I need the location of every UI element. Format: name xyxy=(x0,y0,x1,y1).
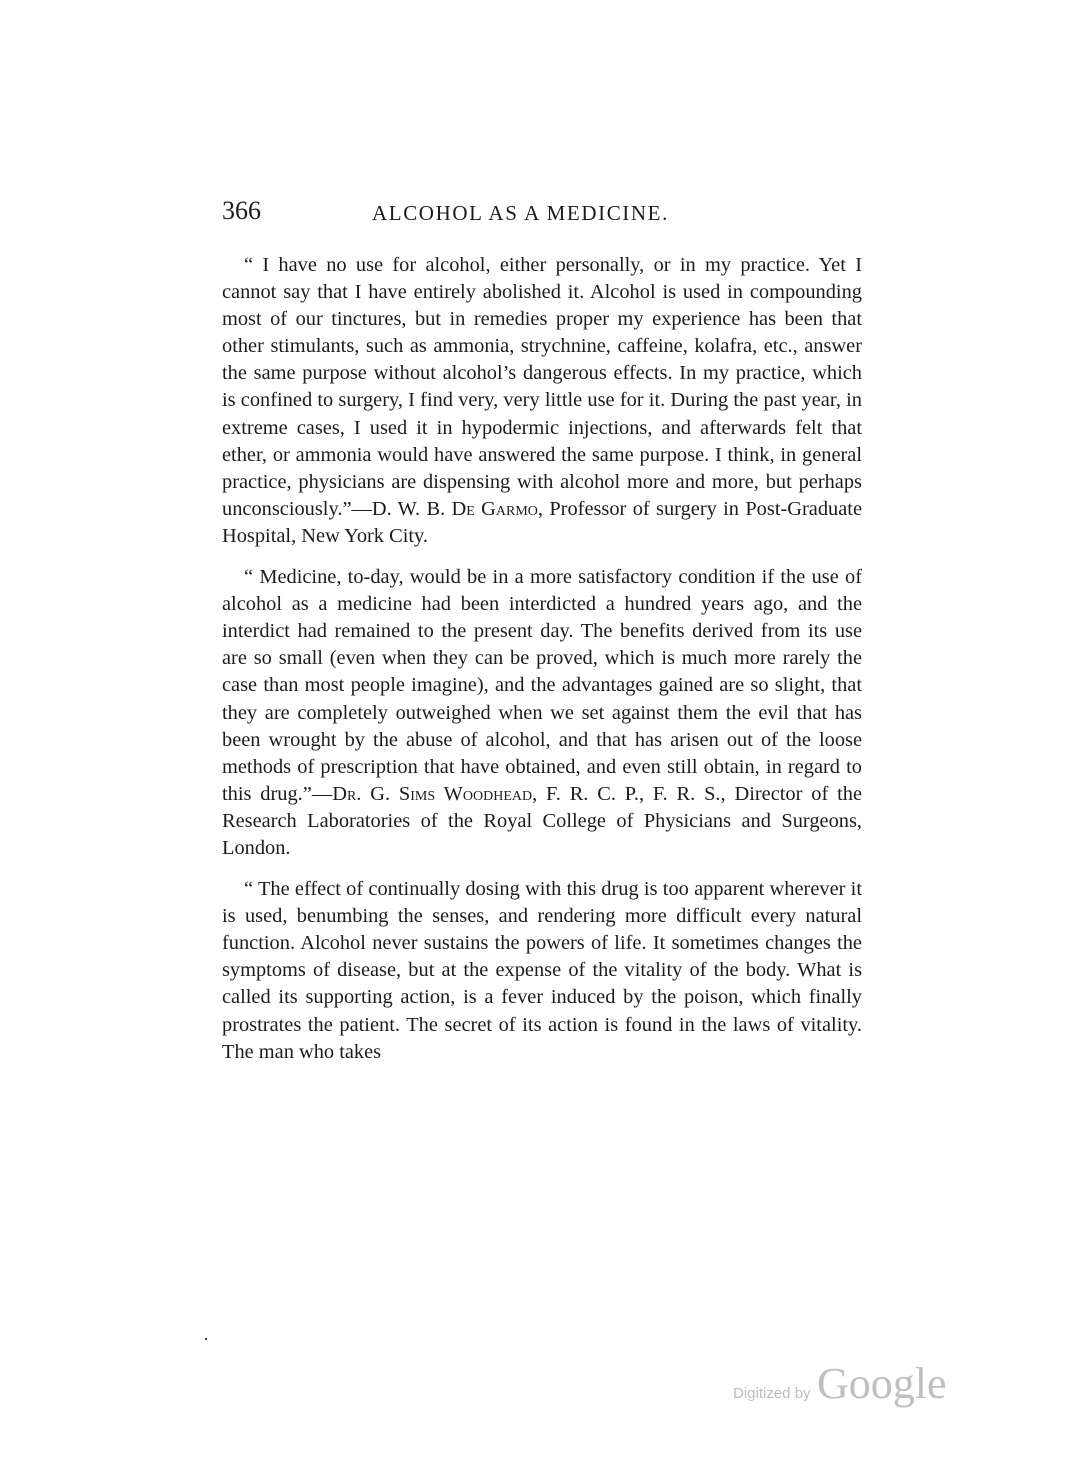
quote-author: D. W. B. De Garmo xyxy=(371,497,538,520)
paragraph-1 xyxy=(222,252,862,550)
running-head: ALCOHOL AS A MEDICINE. xyxy=(372,201,669,225)
author-affiliation: , F. R. C. P., F. R. S., Director of the Research Laboratories of the Royal College of Physicians and Surgeons, London. xyxy=(222,782,862,859)
google-logo: Google xyxy=(817,1359,947,1408)
paragraph-2 xyxy=(222,564,862,862)
quote-author: Dr. G. Sims Woodhead xyxy=(332,782,533,805)
watermark-prefix: Digitized by xyxy=(733,1385,811,1402)
author-affiliation: , Professor of surgery in Post-Graduate Hospital, New York City. xyxy=(222,497,862,547)
quote-text: “ Medicine, to-day, would be in a more satisfactory condition if the use of alcohol as a medicine had been interdicted a hundred years ago, and the interdict had remained to the present day. The benefits derived from its use are so small (even when they can be proved, which is much more rarely the case than most people imagine), and the advantages gained are so slight, that they are completely outweighed when we set against them the evil that has been wrought by the abuse of alcohol, and that has arisen out of the loose methods of prescription that have obtained, and even still obtain, in regard to this drug.”— xyxy=(222,566,862,805)
paragraph-3 xyxy=(222,876,862,1066)
page-number: 366 xyxy=(222,196,261,225)
digitized-by-google-watermark xyxy=(733,1358,947,1409)
quote-text: “ The effect of continually dosing with this drug is too apparent wherever it is used, benumbing the senses, and rendering more difficult every natural function. Alcohol never sustains the powers of life. It sometimes changes the symptoms of disease, but at the expense of the vitality of the body. What is called its supporting action, is a fever induced by the poison, which finally prostrates the patient. The secret of its action is found in the laws of vitality. The man who takes xyxy=(222,878,862,1063)
scan-speck xyxy=(205,1338,207,1340)
body-text xyxy=(222,252,862,1080)
quote-text: “ I have no use for alcohol, either personally, or in my practice. Yet I cannot say that I have entirely abolished it. Alcohol is used in compounding most of our tinctures, but in remedies proper my experience has been that other stimulants, such as ammonia, strychnine, caffeine, kolafra, etc., answer the same purpose without alcohol’s dangerous effects. In my practice, which is confined to surgery, I find very, very little use for it. During the past year, in extreme cases, I used it in hypodermic injections, and afterwards felt that ether, or ammonia would have answered the same purpose. I think, in general practice, physicians are dispensing with alcohol more and more, but perhaps unconsciously.”— xyxy=(222,254,862,520)
